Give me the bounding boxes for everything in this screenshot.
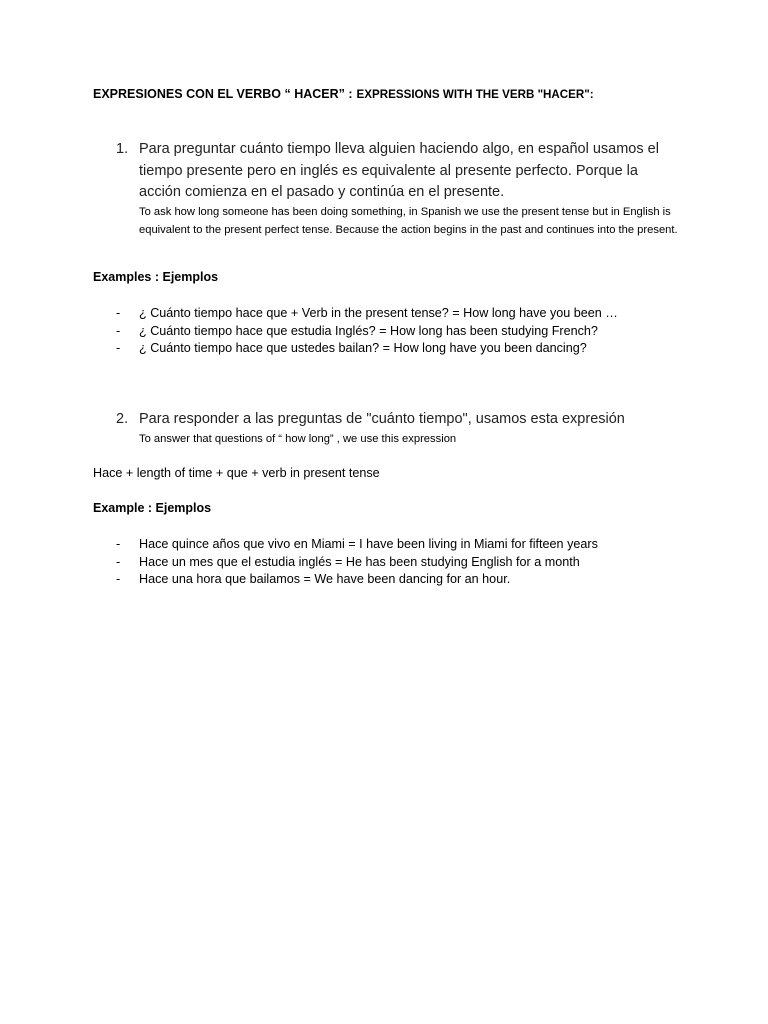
list-item: - ¿ Cuánto tiempo hace que estudia Inglés? = How long has been studying French? xyxy=(116,323,674,341)
item-english-text: To ask how long someone has been doing something, in Spanish we use the present tense but in English is equivalent to the present perfect tense. Because the action begins in the past and continues into the present. xyxy=(139,206,678,236)
document-title xyxy=(93,87,594,101)
examples-heading: Examples : Ejemplos xyxy=(93,270,219,284)
numbered-item-1 xyxy=(116,139,676,259)
title-spanish: EXPRESIONES CON EL VERBO “ HACER” : xyxy=(93,87,353,101)
list-item: - ¿ Cuánto tiempo hace que + Verb in the present tense? = How long have you been … xyxy=(116,305,674,323)
example-list xyxy=(116,536,676,589)
formula-text: Hace + length of time + que + verb in present tense xyxy=(93,466,380,480)
item-english-text: To answer that questions of “ how long” , we use this expression xyxy=(139,433,457,445)
example-heading: Example : Ejemplos xyxy=(93,501,212,515)
bullet-dash: - xyxy=(116,554,121,569)
bullet-dash: - xyxy=(116,537,121,551)
bullet-dash: - xyxy=(116,572,121,586)
numbered-item-2 xyxy=(116,409,676,454)
list-item: - Hace una hora que bailamos = We have been dancing for an hour. xyxy=(116,571,674,589)
bullet-dash: - xyxy=(116,306,121,320)
bullet-dash: - xyxy=(116,323,121,338)
item-number: 1. xyxy=(116,141,129,157)
bullet-dash: - xyxy=(116,341,121,355)
item-spanish-text: Para responder a las preguntas de "cuánto tiempo", usamos esta expresión xyxy=(139,411,625,427)
list-item: - Hace un mes que el estudia inglés = He has been studying English for a month xyxy=(116,554,674,572)
item-spanish-text: Para preguntar cuánto tiempo lleva alguien haciendo algo, en español usamos el tiempo presente pero en inglés es equivalente al presente perfecto. Porque la acción comienza en el pasado y continúa en el presente. xyxy=(139,141,659,200)
item-number: 2. xyxy=(116,411,129,427)
list-item: - ¿ Cuánto tiempo hace que ustedes bailan? = How long have you been dancing? xyxy=(116,340,674,358)
title-english: EXPRESSIONS WITH THE VERB "HACER": xyxy=(356,88,594,101)
list-item: - Hace quince años que vivo en Miami = I have been living in Miami for fifteen years xyxy=(116,536,674,554)
examples-list xyxy=(116,305,676,358)
